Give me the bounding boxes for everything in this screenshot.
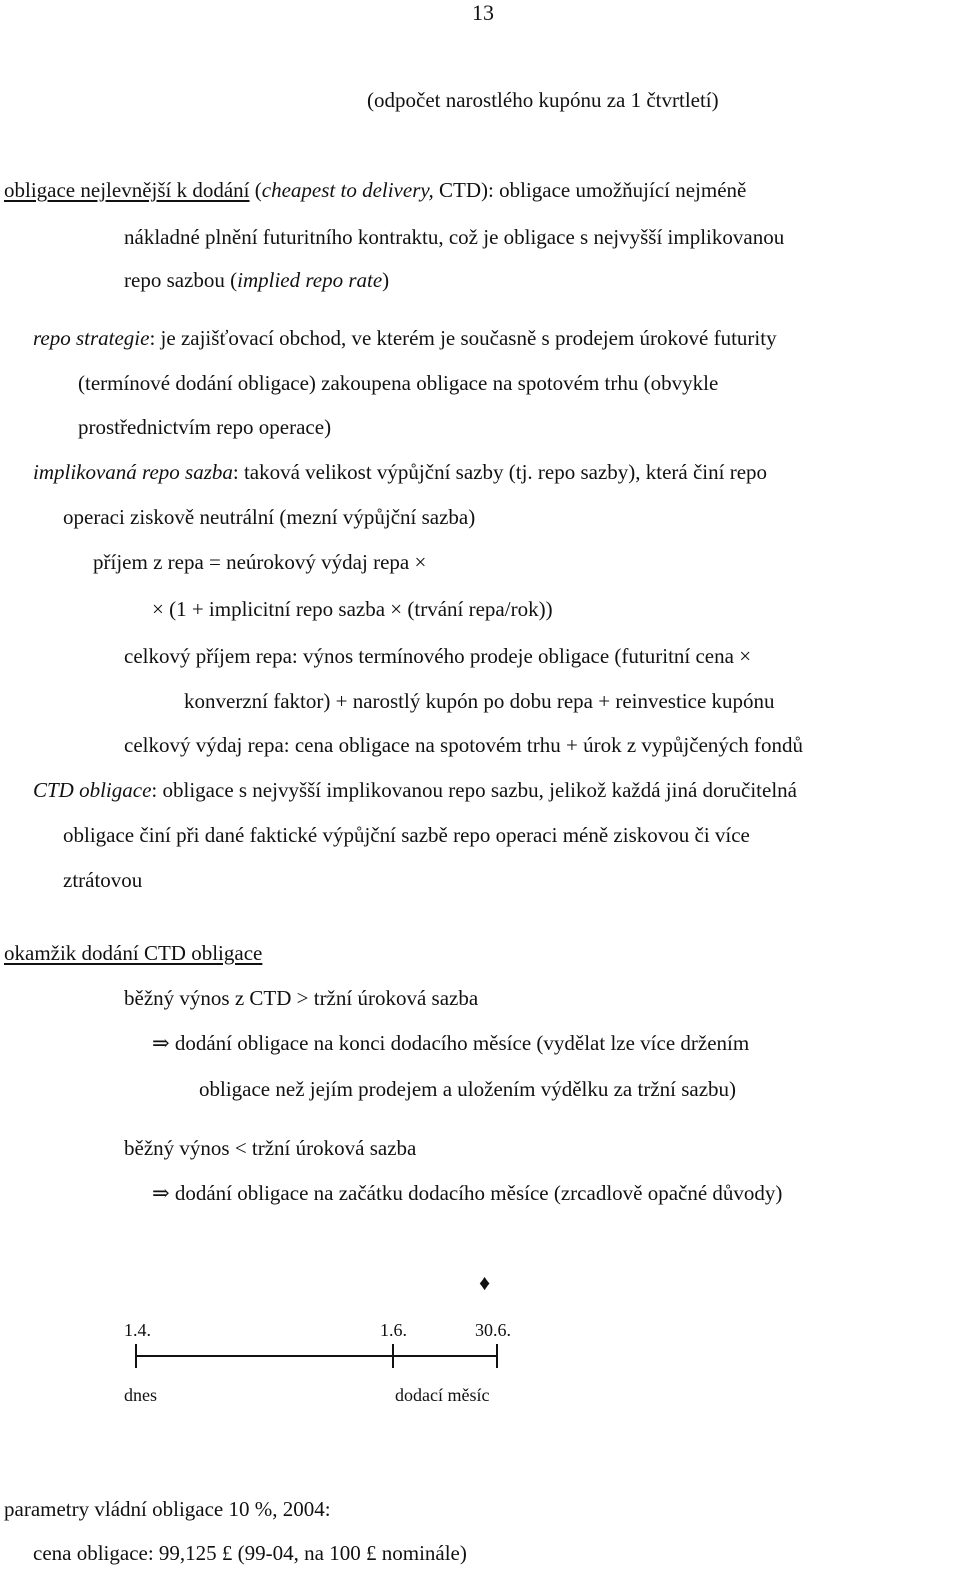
text: CTD): obligace umožňující nejméně [433, 178, 747, 202]
formula-line: celkový výdaj repa: cena obligace na spotovém trhu + úrok z vypůjčených fondů [124, 733, 803, 757]
text: příjem z repa = neúrokový výdaj repa [93, 550, 410, 574]
text: ) [382, 268, 390, 292]
formula-line [124, 646, 751, 667]
times-symbol: × [739, 644, 752, 668]
text: (trvání repa/rok)) [407, 597, 553, 621]
result-line [152, 1183, 782, 1204]
term: obligace nejlevnější k dodání [4, 178, 250, 202]
text: dodání obligace na začátku dodacího měsíce (zrcadlově opačné důvody) [174, 1181, 783, 1205]
timeline-tick-label: 1.4. [124, 1320, 151, 1340]
timeline-tick-label: 30.6. [475, 1320, 511, 1340]
timeline-label-delivery-month: dodací měsíc [395, 1385, 490, 1405]
implies-arrow-icon: ⇒ [152, 1031, 170, 1055]
text-line: (odpočet narostlého kupónu za 1 čtvrtletí) [367, 88, 719, 112]
definition-repo-strategy [33, 328, 777, 349]
condition-line: běžný výnos z CTD > tržní úroková sazba [124, 986, 479, 1010]
definition-cheapest-to-deliver [4, 180, 746, 201]
text: celkový příjem repa: výnos termínového prodeje obligace (futuritní cena [124, 644, 734, 668]
term: CTD obligace [33, 778, 152, 802]
formula-line [152, 599, 553, 620]
formula-line: konverzní faktor) + narostlý kupón po dobu repa + reinvestice kupónu [184, 689, 775, 713]
term: repo strategie [33, 326, 150, 350]
result-line: obligace než jejím prodejem a uložením výdělku za tržní sazbu) [199, 1077, 737, 1101]
text-line: nákladné plnění futuritního kontraktu, což je obligace s nejvyšší implikovanou [124, 225, 785, 249]
text: : taková velikost výpůjční sazby (tj. repo sazby), která činí repo [232, 460, 768, 484]
diamond-marker-icon: ♦ [479, 1270, 491, 1295]
times-symbol: × [390, 597, 403, 621]
term: implikovaná repo sazba [33, 460, 233, 484]
text: : je zajišťovací obchod, ve kterém je současně s prodejem úrokové futurity [149, 326, 777, 350]
text-line: operaci ziskově neutrální (mezní výpůjční sazba) [63, 505, 476, 529]
definition-ctd-bond [33, 780, 797, 801]
times-symbol: × [414, 550, 427, 574]
implies-arrow-icon: ⇒ [152, 1181, 170, 1205]
english-term: cheapest to delivery, [261, 178, 434, 202]
text: repo sazbou ( [124, 268, 238, 292]
timeline-tick-label: 1.6. [380, 1320, 407, 1340]
page-number: 13 [472, 0, 494, 25]
result-line [152, 1033, 749, 1054]
english-term: implied repo rate [237, 268, 383, 292]
parameters-heading: parametry vládní obligace 10 %, 2004: [4, 1497, 331, 1521]
condition-line: běžný výnos < tržní úroková sazba [124, 1136, 417, 1160]
text-line: prostřednictvím repo operace) [78, 415, 332, 439]
text-line: (termínové dodání obligace) zakoupena obligace na spotovém trhu (obvykle [78, 371, 719, 395]
text-line: obligace činí při dané faktické výpůjční sazbě repo operaci méně ziskovou či více [63, 823, 750, 847]
text: (1 + implicitní repo sazba [169, 597, 386, 621]
definition-implied-repo-rate [33, 462, 767, 483]
text: dodání obligace na konci dodacího měsíce (vydělat lze více držením [174, 1031, 750, 1055]
timeline-label-today: dnes [124, 1385, 157, 1405]
formula-line [93, 552, 426, 573]
text-line: ztrátovou [63, 868, 143, 892]
text: : obligace s nejvyšší implikovanou repo sazbu, jelikož každá jiná doručitelná [151, 778, 797, 802]
timeline-axis [0, 1340, 960, 1380]
section-heading: okamžik dodání CTD obligace [4, 941, 263, 965]
bond-price-line: cena obligace: 99,125 £ (99-04, na 100 £ nominále) [33, 1541, 467, 1565]
text: ( [249, 178, 262, 202]
text-line [124, 270, 389, 291]
times-symbol: × [152, 597, 164, 621]
